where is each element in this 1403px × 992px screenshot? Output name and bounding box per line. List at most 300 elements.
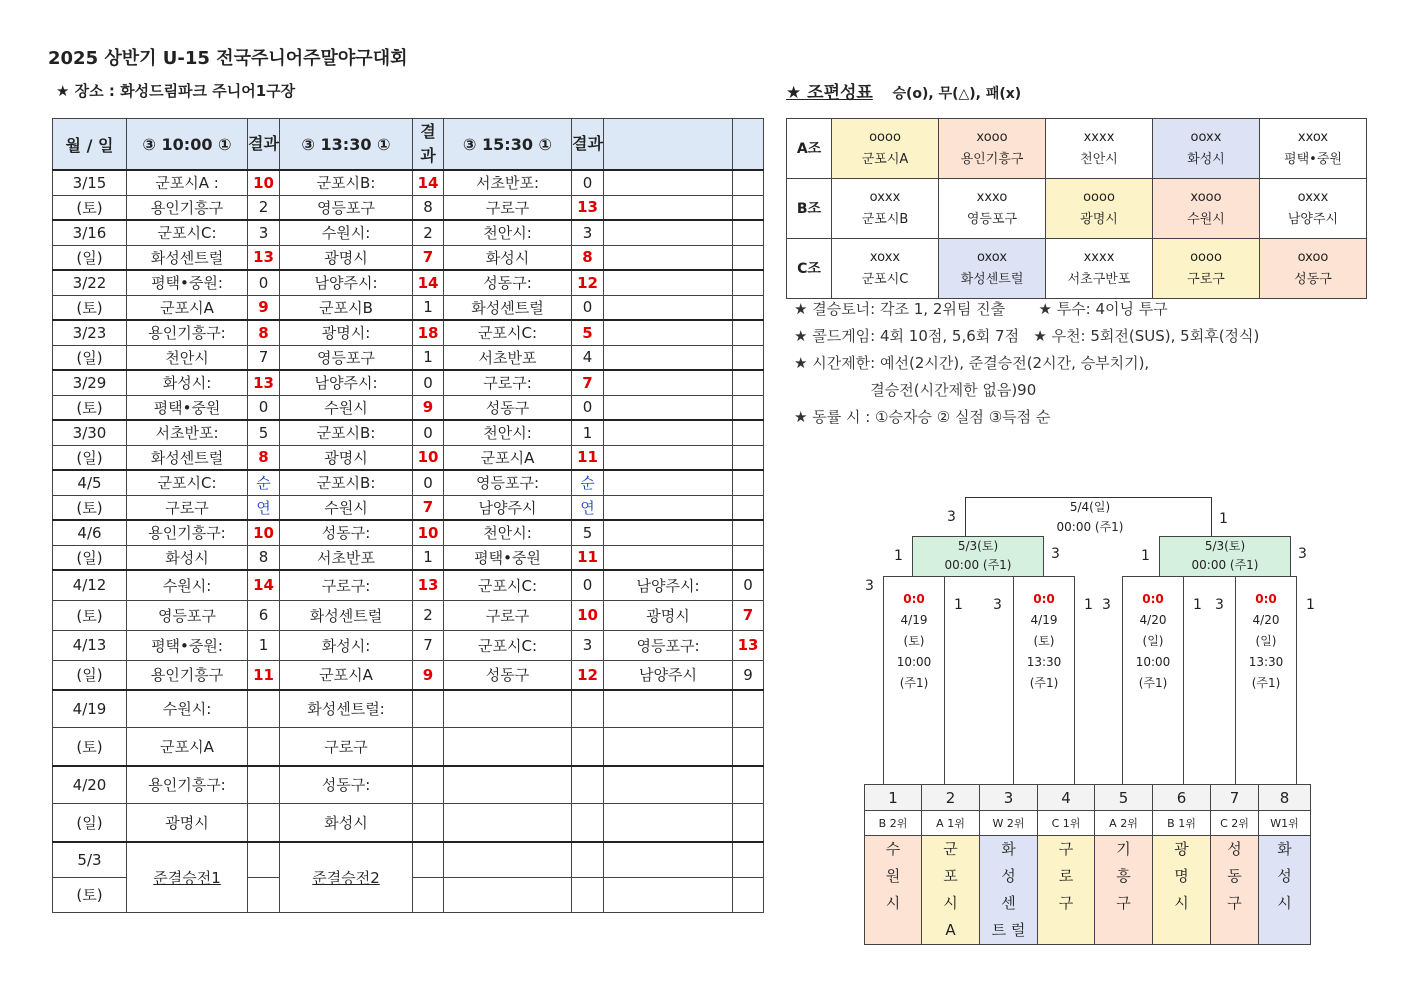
day-cell: (토) xyxy=(53,295,127,320)
empty-cell xyxy=(604,766,733,803)
score-cell: 9 xyxy=(248,295,280,320)
empty-cell xyxy=(604,803,733,842)
quarterfinal-score: 0:0 xyxy=(1142,592,1164,606)
team-cell: 성동구 xyxy=(444,660,572,690)
seed-team-name xyxy=(1211,836,1259,945)
team-name: 화성시 xyxy=(1187,151,1225,167)
team-cell: 군포시A xyxy=(444,445,572,470)
score-cell: 0 xyxy=(572,170,604,195)
seed-team-char: 화 xyxy=(1001,840,1016,858)
group-title-text: ★ 조편성표 xyxy=(786,83,873,103)
score-cell xyxy=(413,690,444,727)
team-name: 성동구 xyxy=(1294,271,1332,287)
team-cell: 구로구 xyxy=(444,600,572,630)
schedule-row xyxy=(53,570,764,600)
group-legend: 승(o), 무(△), 패(x) xyxy=(892,86,1022,102)
quarterfinal-time: 13:30 xyxy=(1248,655,1284,669)
bracket-line xyxy=(1211,497,1212,537)
rule-line: ★ 콜드게임: 4회 10점, 5,6회 7점 ★ 우천: 5회전(SUS), 5회후(정식) xyxy=(794,327,1260,345)
team-cell: 광명시 xyxy=(280,445,413,470)
empty-cell xyxy=(604,420,733,445)
team-cell: 군포시A xyxy=(127,295,248,320)
schedule-row xyxy=(53,170,764,195)
schedule-row xyxy=(53,727,764,766)
team-cell: 광명시: xyxy=(280,320,413,345)
group-label: C조 xyxy=(787,239,832,299)
team-cell: 영등포구 xyxy=(127,600,248,630)
schedule-header-cell xyxy=(733,119,764,171)
team-record: oxxx xyxy=(1297,189,1329,205)
bracket-line xyxy=(965,497,966,537)
group-team-cell xyxy=(1260,179,1367,239)
schedule-header-cell: ③ 15:30 ① xyxy=(444,119,572,171)
empty-cell xyxy=(604,245,733,270)
group-label: A조 xyxy=(787,119,832,179)
team-record: oooo xyxy=(1083,189,1115,205)
seed-rank: A 2위 xyxy=(1095,811,1153,836)
seed-number: 3 xyxy=(980,785,1038,811)
quarterfinal-left-score: 3 xyxy=(993,597,1002,613)
empty-cell xyxy=(572,877,604,912)
team-cell: 평택•중원 xyxy=(127,395,248,420)
schedule-header-row xyxy=(53,119,764,171)
team-record: xxxx xyxy=(1083,129,1115,145)
day-cell: (토) xyxy=(53,395,127,420)
schedule-row xyxy=(53,600,764,630)
seed-number: 8 xyxy=(1259,785,1311,811)
semifinal-2-box xyxy=(1159,536,1291,577)
seed-team-char: 구 xyxy=(1227,894,1242,912)
score-cell xyxy=(248,877,280,912)
date-cell: 4/12 xyxy=(53,570,127,600)
schedule-row xyxy=(53,345,764,370)
empty-cell xyxy=(733,690,764,727)
team-cell: 성동구: xyxy=(280,766,413,803)
quarterfinal-score: 0:0 xyxy=(1033,592,1055,606)
score-cell: 8 xyxy=(248,320,280,345)
day-cell: (토) xyxy=(53,877,127,912)
empty-cell xyxy=(733,842,764,877)
score-cell: 13 xyxy=(572,195,604,220)
team-cell: 군포시C: xyxy=(127,220,248,245)
empty-cell xyxy=(733,803,764,842)
score-cell: 2 xyxy=(413,220,444,245)
empty-cell xyxy=(733,320,764,345)
semifinal-1-cell: 준결승전1 xyxy=(127,842,248,912)
score-cell: 10 xyxy=(572,600,604,630)
quarterfinal-right-score: 1 xyxy=(1193,597,1202,613)
team-record: xooo xyxy=(976,129,1008,145)
empty-cell xyxy=(733,545,764,570)
empty-cell xyxy=(572,727,604,766)
team-cell: 영등포구: xyxy=(604,630,733,660)
score-cell: 1 xyxy=(572,420,604,445)
day-cell: (일) xyxy=(53,345,127,370)
quarterfinal-time: 10:00 xyxy=(1135,655,1171,669)
score-cell: 11 xyxy=(572,545,604,570)
schedule-row xyxy=(53,195,764,220)
score-cell: 7 xyxy=(248,345,280,370)
schedule-row xyxy=(53,220,764,245)
quarterfinal-field: (주1) xyxy=(1251,676,1281,690)
team-cell: 성동구: xyxy=(444,270,572,295)
group-team-cell xyxy=(1153,179,1260,239)
group-team-cell xyxy=(939,179,1046,239)
score-cell: 연 xyxy=(572,495,604,520)
schedule-row xyxy=(53,370,764,395)
seed-team-char: 광 xyxy=(1174,840,1189,858)
score-cell: 14 xyxy=(248,570,280,600)
quarterfinal-3-box xyxy=(1122,576,1184,784)
team-name: 용인기흥구 xyxy=(960,151,1024,167)
score-cell: 3 xyxy=(248,220,280,245)
quarterfinal-score: 0:0 xyxy=(903,592,925,606)
day-cell: (토) xyxy=(53,600,127,630)
score-cell: 0 xyxy=(572,570,604,600)
day-cell: (일) xyxy=(53,245,127,270)
score-cell xyxy=(413,842,444,877)
score-cell: 11 xyxy=(248,660,280,690)
seed-number: 1 xyxy=(865,785,922,811)
score-cell: 1 xyxy=(248,630,280,660)
empty-cell xyxy=(444,690,572,727)
score-cell: 1 xyxy=(413,545,444,570)
team-name: 평택•중원 xyxy=(1284,151,1342,167)
empty-cell xyxy=(572,842,604,877)
team-record: oxxx xyxy=(869,189,901,205)
score-cell xyxy=(413,803,444,842)
empty-cell xyxy=(733,345,764,370)
score-cell xyxy=(413,877,444,912)
team-cell: 광명시 xyxy=(127,803,248,842)
empty-cell xyxy=(733,727,764,766)
team-cell: 화성시 xyxy=(444,245,572,270)
team-cell: 군포시C: xyxy=(444,630,572,660)
schedule-row xyxy=(53,766,764,803)
schedule-table xyxy=(52,118,764,913)
seed-team-char: 시 xyxy=(943,894,958,912)
empty-cell xyxy=(604,520,733,545)
empty-cell xyxy=(733,520,764,545)
seed-team-char: 트 럴 xyxy=(991,921,1026,939)
team-name: 영등포구 xyxy=(966,211,1018,227)
team-cell: 화성센트럴 xyxy=(280,600,413,630)
score-cell xyxy=(248,727,280,766)
team-cell: 화성시 xyxy=(280,803,413,842)
quarterfinal-date: 4/19 xyxy=(900,613,928,627)
seed-rank: B 2위 xyxy=(865,811,922,836)
semifinal-right-score: 3 xyxy=(1051,546,1060,562)
quarterfinal-day: (토) xyxy=(1033,634,1055,648)
schedule-header-cell: 결과 xyxy=(413,119,444,171)
empty-cell xyxy=(733,270,764,295)
day-cell: (일) xyxy=(53,545,127,570)
empty-cell xyxy=(604,270,733,295)
team-cell: 구로구 xyxy=(280,727,413,766)
score-cell: 10 xyxy=(413,445,444,470)
score-cell: 13 xyxy=(413,570,444,600)
team-cell: 화성센트럴 xyxy=(127,245,248,270)
team-cell: 남양주시 xyxy=(444,495,572,520)
seed-team-name xyxy=(1038,836,1095,945)
empty-cell xyxy=(604,690,733,727)
semifinal-2-cell: 준결승전2 xyxy=(280,842,413,912)
quarterfinal-right-score: 1 xyxy=(1084,597,1093,613)
seed-team-char: 센 xyxy=(1001,894,1016,912)
seed-number: 6 xyxy=(1153,785,1211,811)
score-cell: 8 xyxy=(413,195,444,220)
schedule-row xyxy=(53,690,764,727)
schedule-header-cell xyxy=(604,119,733,171)
team-cell: 남양주시: xyxy=(280,270,413,295)
seed-number-row xyxy=(865,785,1311,811)
team-cell: 수원시 xyxy=(280,395,413,420)
team-cell: 용인기흥구 xyxy=(127,195,248,220)
date-cell: 3/29 xyxy=(53,370,127,395)
semifinal-time: 00:00 (주1) xyxy=(1191,558,1259,572)
schedule-row xyxy=(53,470,764,495)
team-record: xxxx xyxy=(1083,249,1115,265)
team-cell: 군포시C: xyxy=(444,570,572,600)
empty-cell xyxy=(733,470,764,495)
team-record: oxox xyxy=(976,249,1008,265)
empty-cell xyxy=(604,495,733,520)
score-cell: 7 xyxy=(413,495,444,520)
seed-rank: B 1위 xyxy=(1153,811,1211,836)
team-cell: 용인기흥구: xyxy=(127,520,248,545)
empty-cell xyxy=(733,195,764,220)
empty-cell xyxy=(604,170,733,195)
day-cell: (토) xyxy=(53,727,127,766)
team-cell: 군포시B xyxy=(280,295,413,320)
group-team-cell xyxy=(1046,119,1153,179)
score-cell: 3 xyxy=(572,220,604,245)
team-cell: 영등포구: xyxy=(444,470,572,495)
quarterfinal-score: 0:0 xyxy=(1255,592,1277,606)
quarterfinal-4-box xyxy=(1235,576,1297,784)
quarterfinal-left-score: 3 xyxy=(1102,597,1111,613)
team-cell: 영등포구 xyxy=(280,345,413,370)
score-cell: 8 xyxy=(248,545,280,570)
team-cell: 천안시: xyxy=(444,220,572,245)
group-row xyxy=(787,179,1367,239)
seed-team-name xyxy=(1153,836,1211,945)
score-cell: 5 xyxy=(572,520,604,545)
date-cell: 4/20 xyxy=(53,766,127,803)
schedule-row xyxy=(53,803,764,842)
schedule-row xyxy=(53,630,764,660)
team-record: xxox xyxy=(1297,129,1329,145)
score-cell: 8 xyxy=(248,445,280,470)
score-cell xyxy=(248,690,280,727)
team-cell: 용인기흥구: xyxy=(127,766,248,803)
team-cell: 군포시A xyxy=(280,660,413,690)
empty-cell xyxy=(444,842,572,877)
seed-number: 4 xyxy=(1038,785,1095,811)
seed-team-char: 흥 xyxy=(1116,867,1131,885)
quarterfinal-left-score: 3 xyxy=(865,578,874,594)
team-record: oxoo xyxy=(1297,249,1329,265)
final-match-info xyxy=(1040,497,1140,537)
day-cell: (일) xyxy=(53,803,127,842)
seed-team-char: 시 xyxy=(1174,894,1189,912)
empty-cell xyxy=(604,877,733,912)
score-cell: 18 xyxy=(413,320,444,345)
seed-team-name xyxy=(922,836,980,945)
seed-team-char: 구 xyxy=(1058,894,1074,912)
empty-cell xyxy=(733,445,764,470)
empty-cell xyxy=(604,295,733,320)
team-cell: 용인기흥구 xyxy=(127,660,248,690)
semifinal-date: 5/3(토) xyxy=(957,539,999,553)
semifinal-right-score: 3 xyxy=(1298,546,1307,562)
seed-team-char: 시 xyxy=(885,894,901,912)
rule-line: ★ 시간제한: 예선(2시간), 준결승전(2시간, 승부치기), xyxy=(794,354,1150,372)
seed-team-char: 구 xyxy=(1116,894,1131,912)
empty-cell xyxy=(604,842,733,877)
score-cell: 순 xyxy=(248,470,280,495)
schedule-row xyxy=(53,495,764,520)
empty-cell xyxy=(733,220,764,245)
score-cell: 7 xyxy=(413,245,444,270)
score-cell: 12 xyxy=(572,660,604,690)
quarterfinal-2-box xyxy=(1013,576,1075,784)
schedule-header-cell: 결과 xyxy=(248,119,280,171)
day-cell: (토) xyxy=(53,195,127,220)
seed-number: 2 xyxy=(922,785,980,811)
team-cell: 서초반포 xyxy=(444,345,572,370)
score-cell: 11 xyxy=(572,445,604,470)
quarterfinal-field: (주1) xyxy=(1138,676,1168,690)
empty-cell xyxy=(444,803,572,842)
seed-team-char: 군 xyxy=(943,840,958,858)
score-cell: 연 xyxy=(248,495,280,520)
date-cell: 3/30 xyxy=(53,420,127,445)
rule-line: 결승전(시간제한 없음)90 xyxy=(794,381,1037,399)
group-team-cell xyxy=(832,179,939,239)
score-cell: 6 xyxy=(248,600,280,630)
team-cell: 군포시B: xyxy=(280,420,413,445)
score-cell: 13 xyxy=(248,370,280,395)
seed-table xyxy=(864,784,1311,945)
score-cell: 7 xyxy=(733,600,764,630)
team-cell: 천안시 xyxy=(127,345,248,370)
quarterfinal-day: (일) xyxy=(1255,634,1277,648)
team-cell: 남양주시: xyxy=(280,370,413,395)
score-cell: 1 xyxy=(413,345,444,370)
rule-line: ★ 결승토너: 각조 1, 2위팀 진출 ★ 투수: 4이닝 투구 xyxy=(794,300,1168,318)
group-team-cell xyxy=(1153,239,1260,299)
quarterfinal-time: 13:30 xyxy=(1026,655,1062,669)
semifinal-time: 00:00 (주1) xyxy=(944,558,1012,572)
seed-team-name xyxy=(1259,836,1311,945)
quarterfinal-date: 4/20 xyxy=(1252,613,1280,627)
seed-team-char: 기 xyxy=(1116,840,1131,858)
date-cell: 3/23 xyxy=(53,320,127,345)
team-name: 남양주시 xyxy=(1287,211,1339,227)
semifinal-left-score: 1 xyxy=(1141,548,1150,564)
team-cell: 구로구 xyxy=(127,495,248,520)
empty-cell xyxy=(604,345,733,370)
team-cell: 화성시 xyxy=(127,545,248,570)
date-cell: 4/19 xyxy=(53,690,127,727)
team-record: xoxx xyxy=(869,249,901,265)
score-cell: 10 xyxy=(248,520,280,545)
team-cell: 서초반포: xyxy=(127,420,248,445)
final-time: 00:00 (주1) xyxy=(1056,520,1124,534)
score-cell: 1 xyxy=(413,295,444,320)
team-cell: 성동구 xyxy=(444,395,572,420)
seed-name-row xyxy=(865,836,1311,945)
group-team-cell xyxy=(1046,179,1153,239)
seed-rank-row xyxy=(865,811,1311,836)
date-cell: 4/6 xyxy=(53,520,127,545)
team-name: 군포시A xyxy=(861,151,909,167)
team-cell: 수원시: xyxy=(127,690,248,727)
seed-team-char: 성 xyxy=(1227,840,1242,858)
team-cell: 영등포구 xyxy=(280,195,413,220)
score-cell: 순 xyxy=(572,470,604,495)
team-cell: 평택•중원: xyxy=(127,630,248,660)
score-cell: 0 xyxy=(413,470,444,495)
score-cell: 0 xyxy=(572,295,604,320)
schedule-header-cell: 결과 xyxy=(572,119,604,171)
team-cell: 평택•중원 xyxy=(444,545,572,570)
team-cell: 서초반포 xyxy=(280,545,413,570)
score-cell xyxy=(413,766,444,803)
schedule-header-cell: 월 / 일 xyxy=(53,119,127,171)
team-cell: 화성시: xyxy=(127,370,248,395)
team-record: xxxo xyxy=(976,189,1008,205)
empty-cell xyxy=(733,766,764,803)
score-cell xyxy=(248,842,280,877)
empty-cell xyxy=(444,766,572,803)
date-cell: 3/15 xyxy=(53,170,127,195)
day-cell: (일) xyxy=(53,445,127,470)
date-cell: 4/5 xyxy=(53,470,127,495)
score-cell xyxy=(413,727,444,766)
team-cell: 천안시: xyxy=(444,520,572,545)
quarterfinal-field: (주1) xyxy=(1029,676,1059,690)
group-table xyxy=(786,118,1367,299)
quarterfinal-time: 10:00 xyxy=(896,655,932,669)
score-cell: 0 xyxy=(572,395,604,420)
date-cell: 3/16 xyxy=(53,220,127,245)
score-cell: 2 xyxy=(248,195,280,220)
score-cell: 7 xyxy=(413,630,444,660)
empty-cell xyxy=(733,370,764,395)
quarterfinal-date: 4/19 xyxy=(1030,613,1058,627)
score-cell: 10 xyxy=(413,520,444,545)
team-cell: 남양주시: xyxy=(604,570,733,600)
group-team-cell xyxy=(832,239,939,299)
score-cell: 7 xyxy=(572,370,604,395)
seed-rank: C 2위 xyxy=(1211,811,1259,836)
group-table-title xyxy=(786,78,1021,103)
team-cell: 군포시B: xyxy=(280,470,413,495)
seed-team-name xyxy=(1095,836,1153,945)
score-cell: 2 xyxy=(413,600,444,630)
empty-cell xyxy=(733,420,764,445)
group-row xyxy=(787,119,1367,179)
seed-rank: W1위 xyxy=(1259,811,1311,836)
seed-team-char: 수 xyxy=(885,840,901,858)
team-name: 수원시 xyxy=(1187,211,1225,227)
quarterfinal-right-score: 1 xyxy=(1306,597,1315,613)
score-cell: 0 xyxy=(413,420,444,445)
team-record: xooo xyxy=(1190,189,1222,205)
day-cell: (일) xyxy=(53,660,127,690)
